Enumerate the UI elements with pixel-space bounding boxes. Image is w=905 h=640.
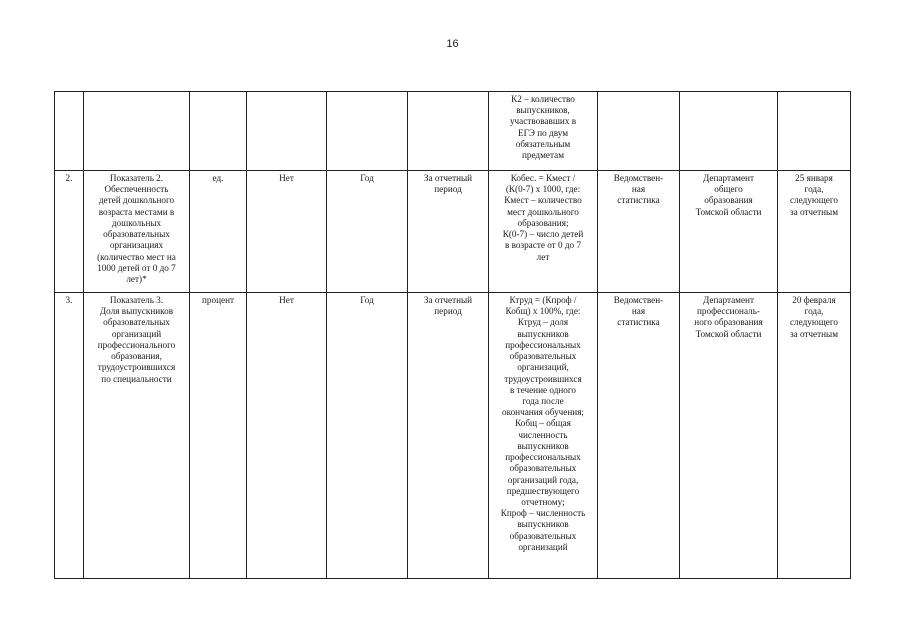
cell-periodicity: Год <box>327 293 408 579</box>
cell-column-4: Нет <box>247 293 327 579</box>
cell-data-source: Ведомствен- ная статистика <box>598 171 680 293</box>
cell-number <box>55 92 84 171</box>
indicators-table <box>54 91 851 579</box>
page-number: 16 <box>446 38 459 50</box>
cell-data-source: Ведомствен- ная статистика <box>598 293 680 579</box>
cell-responsible: Департамент общего образования Томской области <box>680 171 778 293</box>
cell-periodicity: Год <box>327 171 408 293</box>
cell-deadline: 20 февраля года, следующего за отчетным <box>778 293 851 579</box>
cell-number: 2. <box>55 171 84 293</box>
cell-responsible <box>680 92 778 171</box>
cell-column-4: Нет <box>247 171 327 293</box>
cell-time-period: За отчетный период <box>408 293 489 579</box>
cell-unit: ед. <box>190 171 247 293</box>
cell-indicator-name: Показатель 3. Доля выпускников образовательных организаций профессионального образования, трудоустроившихся по специальности <box>84 293 190 579</box>
cell-formula: К2 – количество выпускников, участвовавших в ЕГЭ по двум обязательным предметам <box>489 92 598 171</box>
table-row <box>55 92 851 171</box>
cell-indicator-name <box>84 92 190 171</box>
cell-formula: Ктруд = (Кпроф / Кобщ) х 100%, где: Ктруд – доля выпускников профессиональных образовательных организаций, трудоустроившихся в течение одного года после окончания обучения; Кобщ – общая численность выпускников профессиональных образовательных организаций года, предшествующего отчетному; Кпроф – численность выпускников образовательных организаций <box>489 293 598 579</box>
cell-deadline <box>778 92 851 171</box>
cell-number: 3. <box>55 293 84 579</box>
cell-responsible: Департамент профессиональ- ного образования Томской области <box>680 293 778 579</box>
cell-deadline: 25 января года, следующего за отчетным <box>778 171 851 293</box>
table-row <box>55 293 851 579</box>
cell-periodicity <box>327 92 408 171</box>
cell-data-source <box>598 92 680 171</box>
cell-formula: Кобес. = Кмест / (К(0-7) х 1000, где: Кмест – количество мест дошкольного образования; К(0-7) – число детей в возрасте от 0 до 7 лет <box>489 171 598 293</box>
table-row <box>55 171 851 293</box>
cell-time-period <box>408 92 489 171</box>
table-body <box>55 92 851 579</box>
cell-time-period: За отчетный период <box>408 171 489 293</box>
cell-unit: процент <box>190 293 247 579</box>
cell-indicator-name: Показатель 2. Обеспеченность детей дошкольного возраста местами в дошкольных образовательных организациях (количество мест на 1000 детей от 0 до 7 лет)* <box>84 171 190 293</box>
cell-column-4 <box>247 92 327 171</box>
cell-unit <box>190 92 247 171</box>
